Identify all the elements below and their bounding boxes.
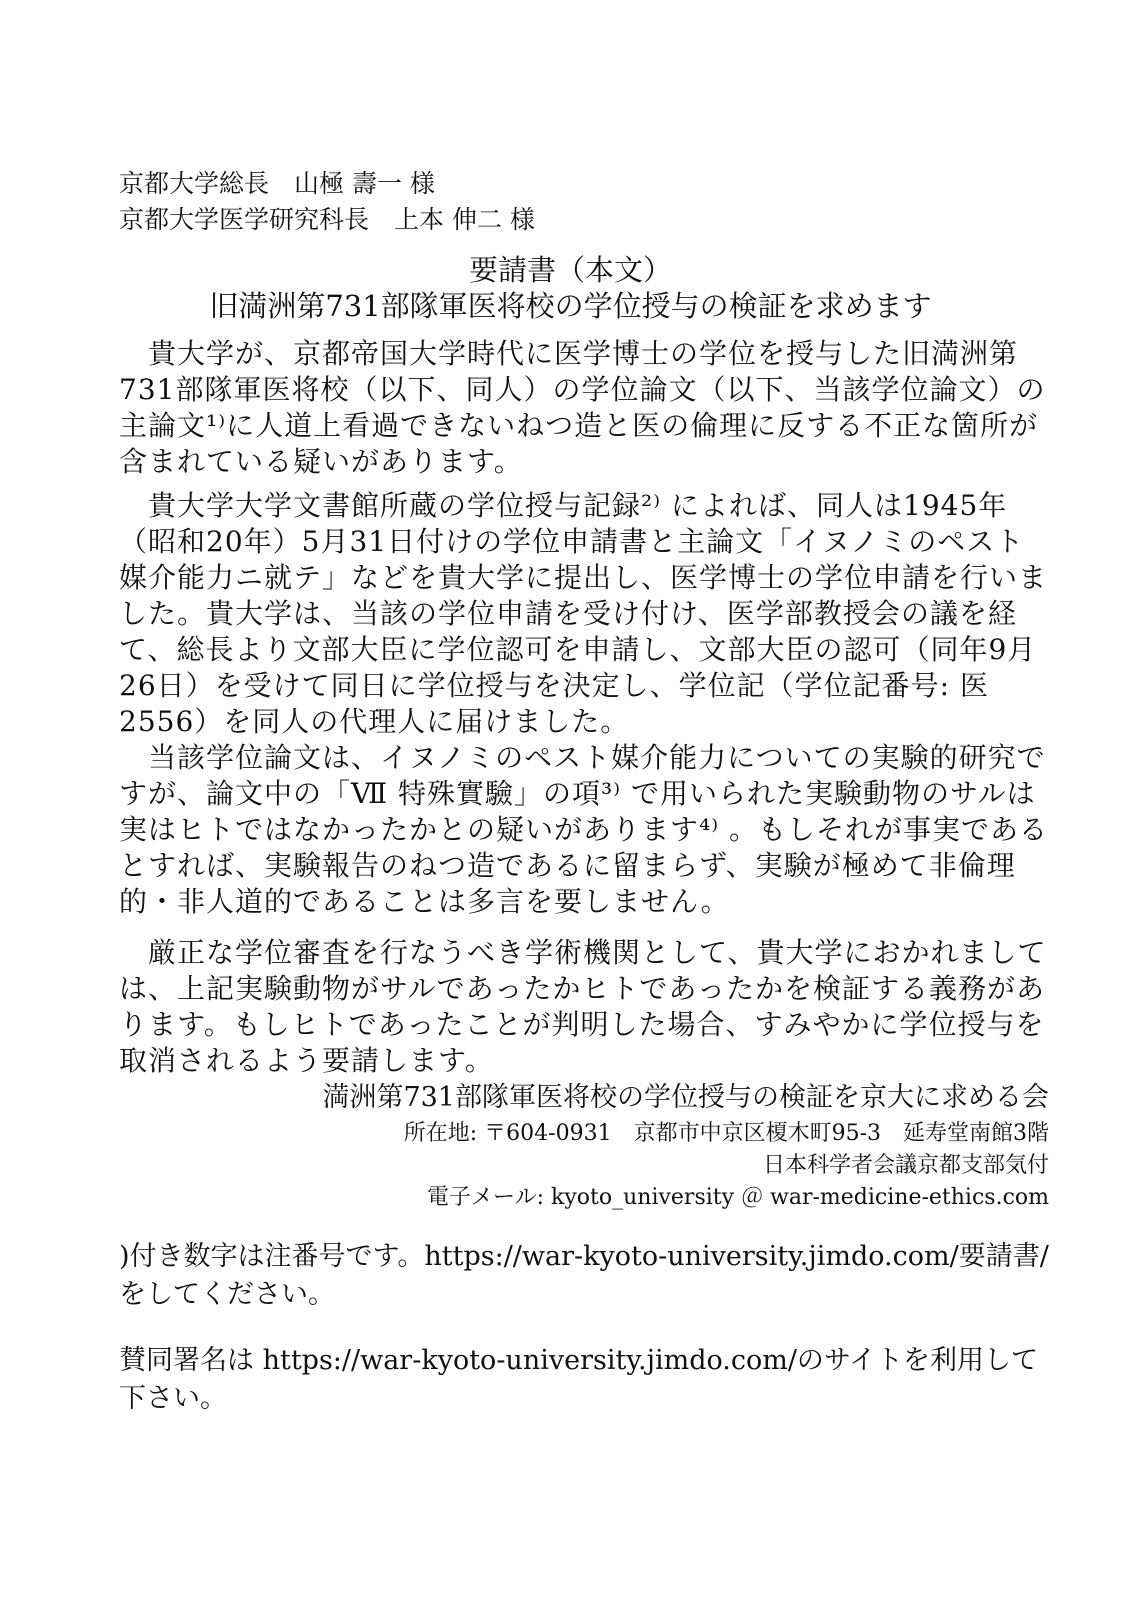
signature-request-note: 賛同署名は https://war-kyoto-university.jimdo.com/のサイトを利用して下さい。 (119, 1345, 1039, 1414)
footnote-explanation: )付き数字は注番号です。https://war-kyoto-university.jimdo.com/要請書/ をしてください。 (119, 1241, 1049, 1310)
signature-organization: 満洲第731部隊軍医将校の学位授与の検証を京大に求める会 (322, 1082, 1049, 1113)
paragraph-2: 貴大学大学文書館所蔵の学位授与記録²⁾ によれば、同人は1945年（昭和20年）5月31日付けの学位申請書と主論文「イヌノミのペスト媒介能力ニ就テ」などを貴大学に提出し、医学博士の学位申請を行いました。貴大学は、当該の学位申請を受け付け、医学部教授会の議を経て、総長より文部大臣に学位認可を申請し、文部大臣の認可（同年9月26日）を受けて同日に学位授与を決定し、学位記（学位記番号: 医 2556）を同人の代理人に届けました。 (119, 489, 1048, 738)
document-subtitle: 旧満洲第731部隊軍医将校の学位授与の検証を求めます (209, 289, 932, 323)
addressee-president: 京都大学総長 山極 壽一 様 (119, 169, 435, 198)
paragraph-3: 当該学位論文は、イヌノミのペスト媒介能力についての実験的研究ですが、論文中の「Ⅶ 特殊實驗」の項³⁾ で用いられた実験動物のサルは実はヒトではなかったかとの疑いがあります⁴⁾ 。もしそれが事実であるとすれば、実験報告のねつ造であるに留まらず、実験が極めて非倫理的・非人道的であることは多言を要しません。 (119, 741, 1049, 918)
signature-care-of: 日本科学者会議京都支部気付 (762, 1153, 1049, 1178)
paragraph-4: 厳正な学位審査を行なうべき学術機関として、貴大学におかれましては、上記実験動物がサルであったかヒトであったかを検証する義務があります。もしヒトであったことが判明した場合、すみやかに学位授与を取消されるよう要請します。 (119, 936, 1047, 1077)
paragraph-1: 貴大学が、京都帝国大学時代に医学博士の学位を授与した旧満洲第731部隊軍医将校（以下、同人）の学位論文（以下、当該学位論文）の主論文¹⁾に人道上看過できないねつ造と医の倫理に反する不正な箇所が含まれている疑いがあります。 (119, 337, 1046, 478)
addressee-dean: 京都大学医学研究科長 上本 伸二 様 (119, 205, 535, 234)
signature-address: 所在地: 〒604-0931 京都市中京区榎木町95-3 延寿堂南館3階 (403, 1121, 1049, 1146)
document-title: 要請書（本文） (468, 253, 672, 287)
signature-email: 電子メール: kyoto_university ＠ war-medicine-ethics.com (427, 1185, 1049, 1210)
